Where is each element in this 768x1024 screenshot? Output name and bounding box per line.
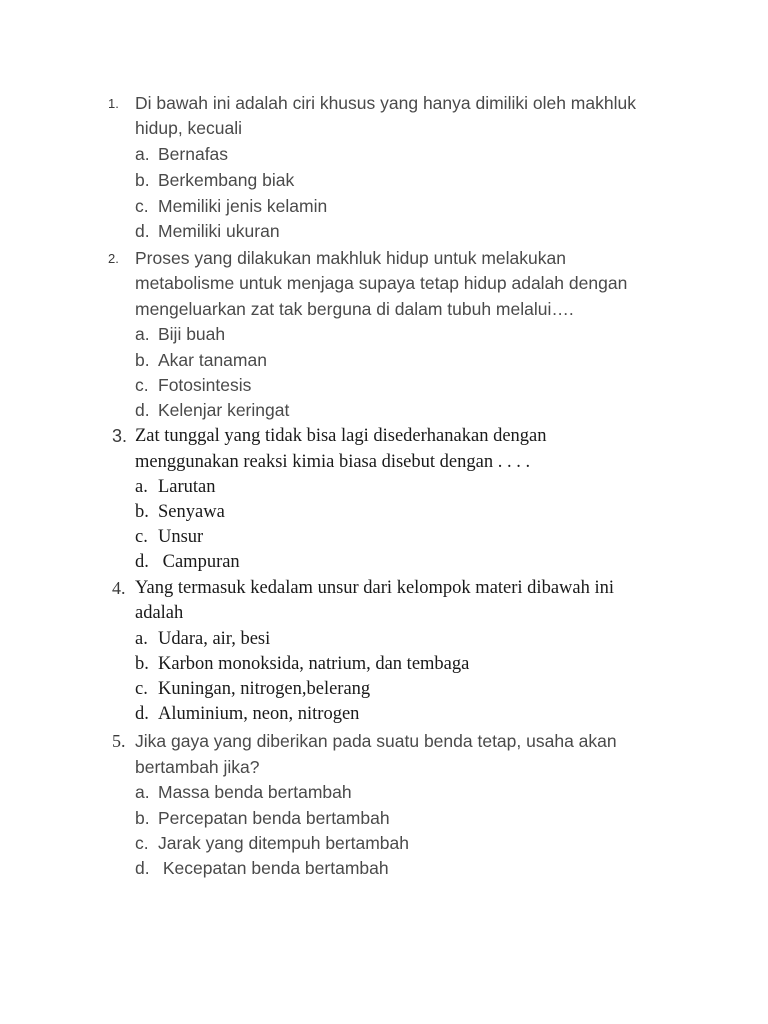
option-label: a. <box>135 477 148 497</box>
question-number: 5. <box>112 731 126 751</box>
option-text: Larutan <box>158 477 216 497</box>
option-text: Memiliki ukuran <box>158 221 280 241</box>
option-a <box>135 782 352 803</box>
option-label: c. <box>135 375 149 395</box>
option-c <box>135 196 327 217</box>
option-label: d. <box>135 552 149 572</box>
option-d <box>135 221 280 242</box>
option-c <box>135 527 203 548</box>
question-text-line: Di bawah ini adalah ciri khusus yang hanya dimiliki oleh makhluk <box>135 93 636 113</box>
option-label: d. <box>135 704 149 724</box>
option-text: Kecepatan benda bertambah <box>158 858 389 878</box>
option-b <box>135 502 225 523</box>
question-text-line: mengeluarkan zat tak berguna di dalam tubuh melalui…. <box>135 299 574 319</box>
option-b <box>135 808 390 829</box>
option-text: Campuran <box>158 552 240 572</box>
option-c <box>135 833 409 854</box>
question-text-line: menggunakan reaksi kimia biasa disebut dengan . . . . <box>135 452 531 472</box>
option-label: b. <box>135 502 149 522</box>
option-text: Bernafas <box>158 144 229 164</box>
option-text: Percepatan benda bertambah <box>158 808 390 828</box>
question-text-line: metabolisme untuk menjaga supaya tetap hidup adalah dengan <box>135 273 628 293</box>
question-text-line: Zat tunggal yang tidak bisa lagi disederhanakan dengan <box>135 426 547 446</box>
option-label: c. <box>135 833 149 853</box>
option-text: Unsur <box>158 527 204 547</box>
option-label: d. <box>135 221 150 241</box>
option-text: Jarak yang ditempuh bertambah <box>158 833 409 853</box>
question-text-line: bertambah jika? <box>135 757 260 777</box>
option-label: c. <box>135 196 149 216</box>
option-label: a. <box>135 324 150 344</box>
option-label: b. <box>135 654 149 674</box>
option-c <box>135 375 251 396</box>
option-text: Memiliki jenis kelamin <box>158 196 328 216</box>
option-label: b. <box>135 808 150 828</box>
question-text-line: Proses yang dilakukan makhluk hidup untuk melakukan <box>135 248 566 268</box>
question-number: 4. <box>112 578 126 598</box>
option-text: Massa benda bertambah <box>158 782 352 802</box>
option-text: Biji buah <box>158 324 226 344</box>
option-d <box>135 704 359 725</box>
option-text: Kelenjar keringat <box>158 400 290 420</box>
option-text: Kuningan, nitrogen,belerang <box>158 679 371 699</box>
option-b <box>135 654 469 675</box>
question-text-line: Yang termasuk kedalam unsur dari kelompok materi dibawah ini <box>135 578 615 598</box>
option-text: Udara, air, besi <box>158 629 271 649</box>
option-text: Fotosintesis <box>158 375 252 395</box>
option-text: Senyawa <box>158 502 225 522</box>
option-text: Karbon monoksida, natrium, dan tembaga <box>158 654 470 674</box>
option-label: b. <box>135 350 150 370</box>
option-label: a. <box>135 782 150 802</box>
option-text: Aluminium, neon, nitrogen <box>158 704 360 724</box>
option-c <box>135 679 370 700</box>
option-label: d. <box>135 858 150 878</box>
option-label: d. <box>135 400 150 420</box>
option-d <box>135 552 240 573</box>
option-label: c. <box>135 679 148 699</box>
option-a <box>135 629 270 650</box>
option-label: b. <box>135 170 150 190</box>
option-a <box>135 477 216 498</box>
option-d <box>135 858 389 879</box>
option-text: Berkembang biak <box>158 170 295 190</box>
question-text-line: adalah <box>135 603 184 623</box>
question-number: 1. <box>108 96 119 111</box>
option-label: c. <box>135 527 148 547</box>
option-a <box>135 324 225 345</box>
option-label: a. <box>135 629 148 649</box>
option-label: a. <box>135 144 150 164</box>
option-a <box>135 144 228 165</box>
question-number: 2. <box>108 251 119 266</box>
question-number: 3. <box>112 426 128 446</box>
question-text-line: Jika gaya yang diberikan pada suatu benda tetap, usaha akan <box>135 731 617 751</box>
option-text: Akar tanaman <box>158 350 267 370</box>
option-d <box>135 400 289 421</box>
option-b <box>135 170 294 191</box>
option-b <box>135 350 267 371</box>
question-text-line: hidup, kecuali <box>135 118 243 138</box>
